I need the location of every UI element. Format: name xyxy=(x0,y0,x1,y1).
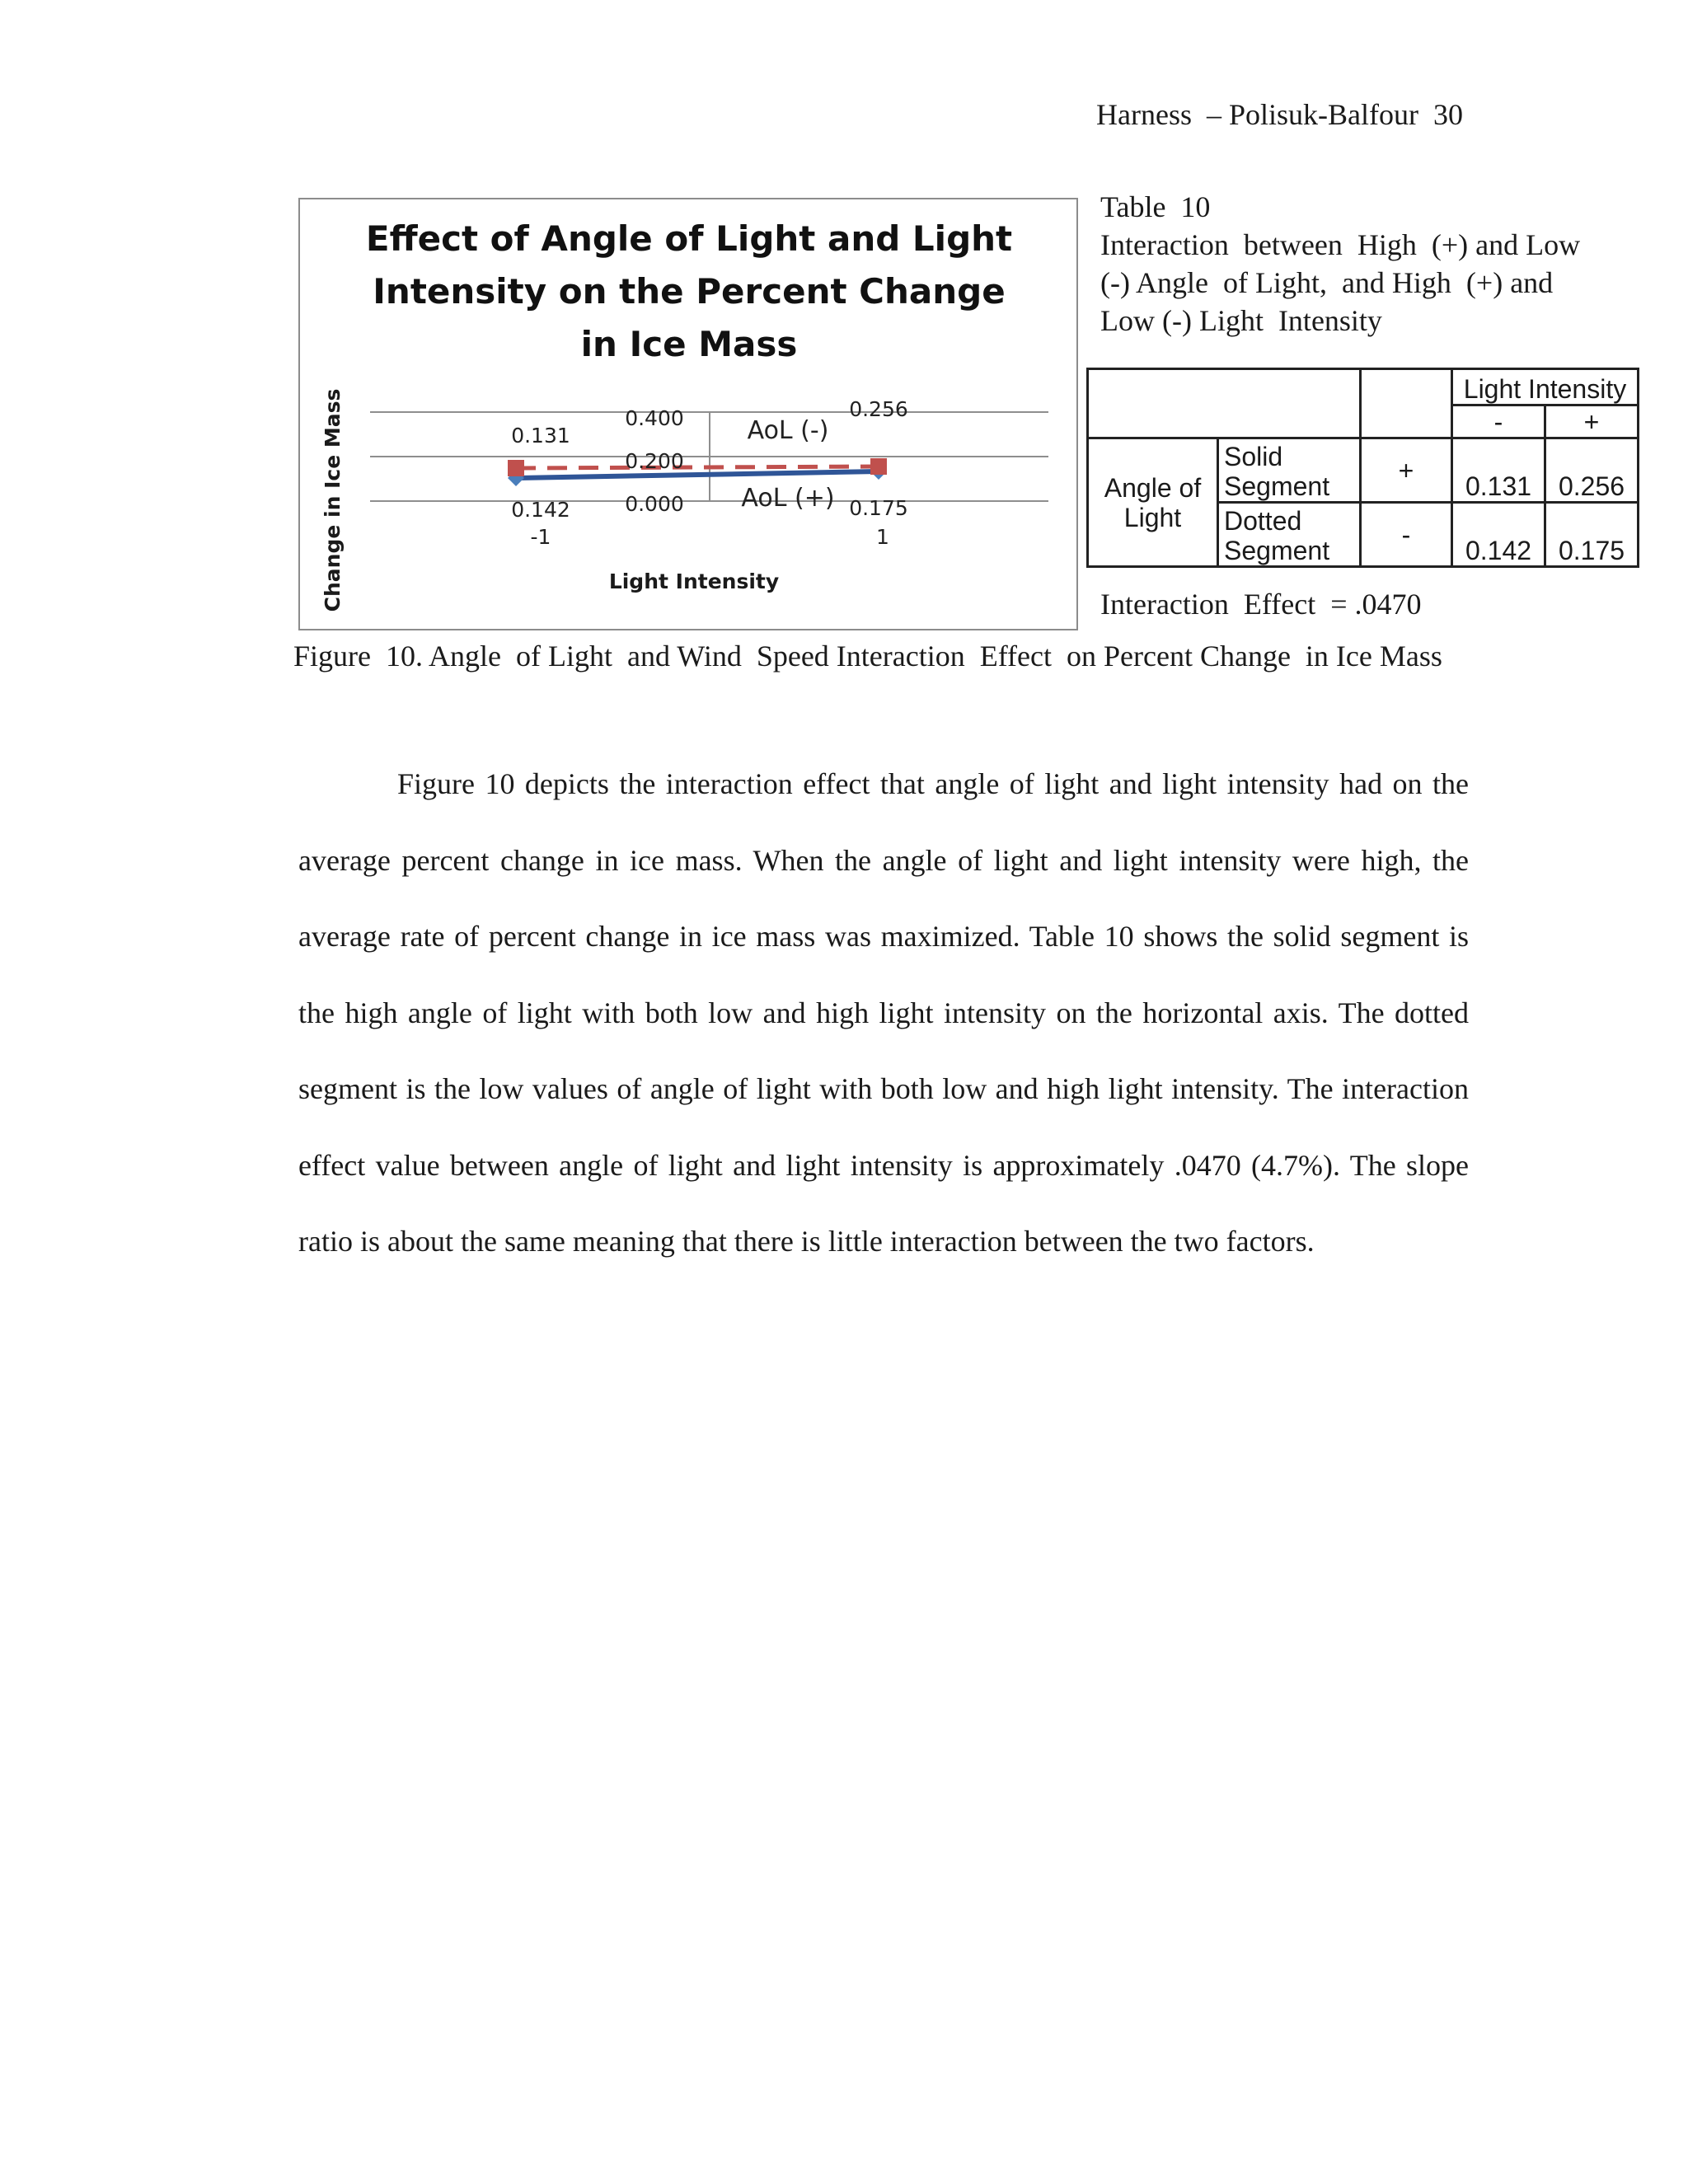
data-label-aol-minus-high: 0.256 xyxy=(849,397,908,421)
table-caption xyxy=(1100,188,1677,340)
chart-svg xyxy=(300,199,1076,629)
series-2-point-1 xyxy=(508,460,524,476)
chart-title-line-2: Intensity on the Percent Change xyxy=(373,271,1006,312)
chart-title-line-1: Effect of Angle of Light and Light xyxy=(365,218,1013,259)
x-tick-label-1: -1 xyxy=(530,525,551,549)
table-cell-dotted-high: 0.175 xyxy=(1545,503,1639,567)
interaction-table xyxy=(1086,368,1639,568)
table-segment-dotted: Dotted Segment xyxy=(1218,503,1361,567)
y-tick-label-2: 0.200 xyxy=(625,449,684,473)
table-caption-line-3: Low (-) Light Intensity xyxy=(1100,304,1382,337)
chart-marks xyxy=(508,397,908,549)
chart-title-line-3: in Ice Mass xyxy=(580,324,798,364)
x-tick-label-2: 1 xyxy=(876,525,889,549)
table-cell-dotted-low: 0.142 xyxy=(1452,503,1545,567)
table-sign-minus: - xyxy=(1361,503,1452,567)
table-corner xyxy=(1088,369,1361,438)
series-name-aol-plus: AoL (+) xyxy=(741,484,835,513)
chart-ylabel: Change in Ice Mass xyxy=(321,388,345,612)
data-label-aol-plus-high: 0.175 xyxy=(849,496,908,520)
table-caption-line-1: Interaction between High (+) and Low xyxy=(1100,228,1581,261)
table-caption-line-2: (-) Angle of Light, and High (+) and xyxy=(1100,266,1554,299)
table-row-group: Angle of Light xyxy=(1088,438,1218,567)
chart-xlabel: Light Intensity xyxy=(608,569,780,593)
data-label-aol-plus-low: 0.142 xyxy=(511,498,570,522)
interaction-effect: Interaction Effect = .0470 xyxy=(1100,588,1422,621)
body-text xyxy=(298,746,1469,1280)
table-sign-plus: + xyxy=(1361,438,1452,503)
y-tick-label-1: 0.400 xyxy=(625,406,684,430)
chart-title xyxy=(366,218,1012,364)
running-head: Harness – Polisuk-Balfour 30 xyxy=(1096,98,1463,131)
body-paragraph: Figure 10 depicts the interaction effect that angle of light and light intensity had on the average percent change in ice mass. When the angle of light and light intensity were high, the average rate of percent change in ice mass was maximized. Table 10 shows the solid segment is the high angle of light with both low and high light intensity on the horizontal axis. The dotted segment is the low values of angle of light with both low and high light intensity. The interaction effect value between angle of light and light intensity is approximately .0470 (4.7%). The slope ratio is about the same meaning that there is little interaction between the two factors. xyxy=(298,767,1469,1258)
series-name-aol-minus: AoL (-) xyxy=(747,416,829,445)
table-cell-solid-high: 0.256 xyxy=(1545,438,1639,503)
table-cell-solid-low: 0.131 xyxy=(1452,438,1545,503)
table-column-group: Light Intensity xyxy=(1452,369,1639,405)
series-line-2 xyxy=(516,466,879,468)
series-line-1 xyxy=(516,471,879,478)
series-2-point-2 xyxy=(870,458,887,475)
y-tick-label-3: 0.000 xyxy=(625,492,684,516)
table-segment-solid: Solid Segment xyxy=(1218,438,1361,503)
chart xyxy=(298,198,1078,630)
table-caption-label: Table 10 xyxy=(1100,190,1211,223)
table-col-plus: + xyxy=(1545,405,1639,438)
figure-caption: Figure 10. Angle of Light and Wind Speed Interaction Effect on Percent Change in Ice Mass xyxy=(293,640,1442,673)
table-col-minus: - xyxy=(1452,405,1545,438)
chart-gridlines xyxy=(370,412,1048,501)
table-sign-header xyxy=(1361,369,1452,438)
data-label-aol-minus-low: 0.131 xyxy=(511,424,570,448)
